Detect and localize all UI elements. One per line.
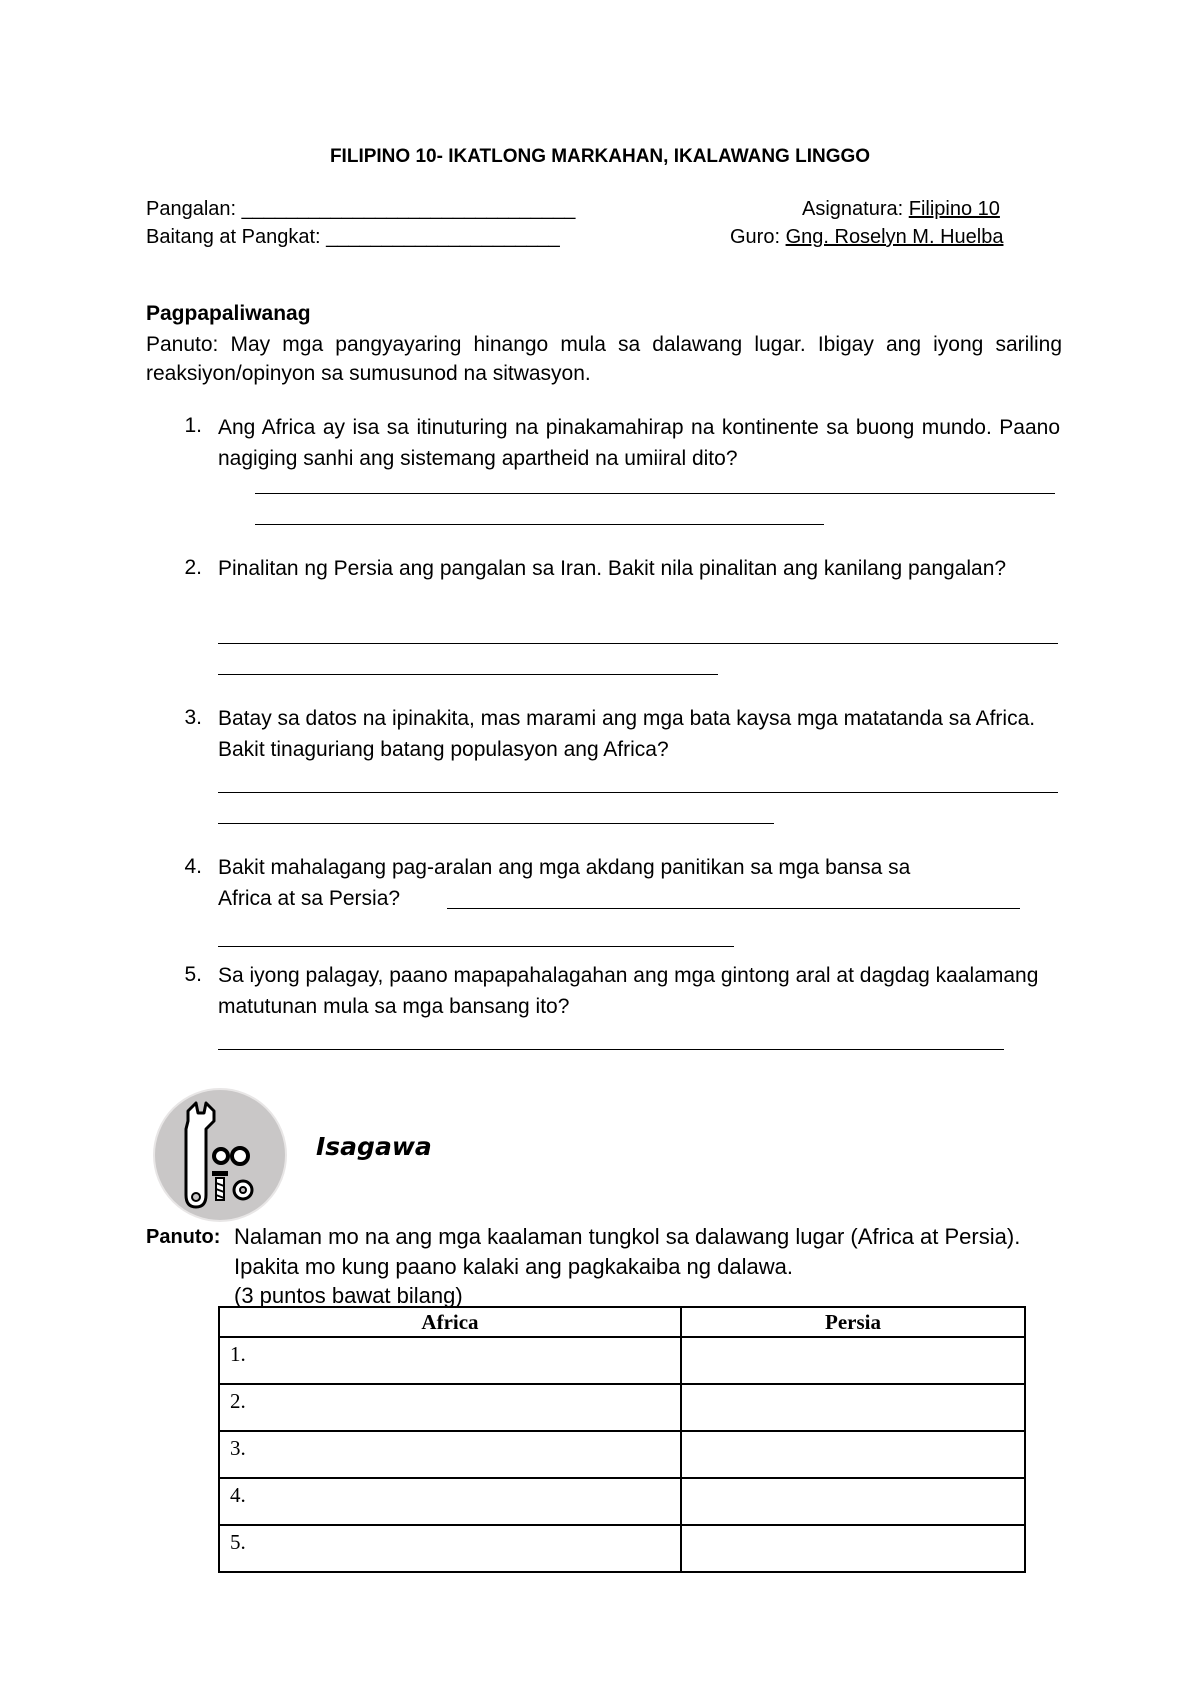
answer-line[interactable] (218, 946, 734, 947)
subject-label: Asignatura: (802, 198, 909, 220)
question-number: 1. (184, 414, 202, 437)
section-heading-isagawa: Isagawa (316, 1132, 432, 1161)
persia-cell[interactable] (681, 1478, 1025, 1525)
comparison-table (218, 1306, 1026, 1573)
table-row (219, 1478, 1025, 1525)
question-number: 4. (184, 855, 202, 878)
answer-line[interactable] (255, 524, 824, 525)
answer-line[interactable] (218, 1049, 1004, 1050)
persia-cell[interactable] (681, 1431, 1025, 1478)
question-text: Pinalitan ng Persia ang pangalan sa Iran. Bakit nila pinalitan ang kanilang pangalan? (218, 557, 1007, 580)
persia-cell[interactable] (681, 1384, 1025, 1431)
panuto-text: Nalaman mo na ang mga kaalaman tungkol sa dalawang lugar (Africa at Persia). Ipakita mo kung paano kalaki ang pagkakaiba ng dalawa. (234, 1224, 1021, 1279)
points-note: (3 puntos bawat bilang) (234, 1283, 463, 1308)
name-field[interactable]: Pangalan: ______________________________ (146, 198, 576, 220)
answer-line[interactable] (218, 674, 718, 675)
grade-section-field[interactable]: Baitang at Pangkat: _____________________ (146, 226, 560, 248)
answer-line[interactable] (255, 493, 1055, 494)
page-title: FILIPINO 10- IKATLONG MARKAHAN, IKALAWANG LINGGO (329, 146, 871, 167)
teacher-value: Gng. Roselyn M. Huelba (785, 226, 1004, 248)
question-number: 2. (184, 556, 202, 579)
answer-line[interactable] (447, 908, 1020, 909)
africa-cell[interactable]: 4. (219, 1478, 681, 1525)
teacher-label: Guro: (730, 226, 786, 248)
answer-line[interactable] (218, 643, 1058, 644)
table-row (219, 1337, 1025, 1384)
table-row (219, 1525, 1025, 1572)
teacher-field (730, 226, 1003, 249)
africa-cell[interactable]: 3. (219, 1431, 681, 1478)
tools-icon (148, 1083, 288, 1223)
persia-cell[interactable] (681, 1525, 1025, 1572)
question-number: 3. (184, 706, 202, 729)
question-text: Sa iyong palagay, paano mapapahalagahan ang mga gintong aral at dagdag kaalamang matutunan mula sa mga bansang ito? (218, 964, 1039, 1018)
question-number: 5. (184, 963, 202, 986)
africa-cell[interactable]: 5. (219, 1525, 681, 1572)
question-text: Ang Africa ay isa sa itinuturing na pinakamahirap na kontinente sa buong mundo. Paano nagiging sanhi ang sistemang apartheid na umiiral dito? (218, 416, 1060, 470)
subject-value: Filipino 10 (908, 198, 1000, 220)
panuto-label: Panuto: (146, 1226, 221, 1248)
table-row (219, 1384, 1025, 1431)
question-text-line1: Bakit mahalagang pag-aralan ang mga akdang panitikan sa mga bansa sa (218, 856, 911, 879)
question-text-line2: Africa at sa Persia? (218, 887, 401, 910)
answer-line[interactable] (218, 792, 1058, 793)
table-row (219, 1431, 1025, 1478)
answer-line[interactable] (218, 823, 774, 824)
africa-cell[interactable]: 1. (219, 1337, 681, 1384)
section-instructions: Panuto: May mga pangyayaring hinango mula sa dalawang lugar. Ibigay ang iyong sariling reaksiyon/opinyon sa sumusunod na sitwasyon. (146, 333, 1062, 385)
question-text: Batay sa datos na ipinakita, mas marami ang mga bata kaysa mga matatanda sa Africa. Bakit tinaguriang batang populasyon ang Africa? (218, 707, 1036, 761)
africa-cell[interactable]: 2. (219, 1384, 681, 1431)
column-header-africa: Africa (219, 1307, 681, 1337)
subject-field (802, 198, 1000, 221)
section-heading-pagpapaliwanag: Pagpapaliwanag (146, 302, 311, 325)
column-header-persia: Persia (681, 1307, 1025, 1337)
persia-cell[interactable] (681, 1337, 1025, 1384)
table-header-row (219, 1307, 1025, 1337)
